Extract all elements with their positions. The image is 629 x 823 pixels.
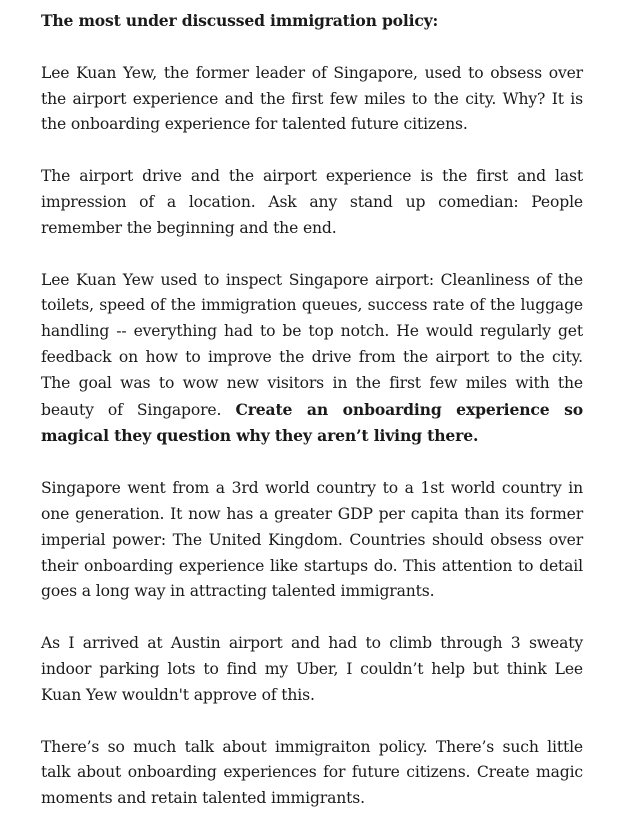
paragraph-3 [41, 268, 583, 451]
paragraph-2: The airport drive and the airport experience is the first and last impression of a location. Ask any stand up comedian: People remember the beginning and the end. [41, 167, 583, 237]
paragraph-3-bold-emphasis: Create an onboarding experience so magical they question why they aren’t living there. [41, 399, 583, 446]
paragraph-4: Singapore went from a 3rd world country to a 1st world country in one generation. It now has a greater GDP per capita than its former imperial power: The United Kingdom. Countries should obsess over their onboarding experience like startups do. This attention to detail goes a long way in attracting talented immigrants. [41, 479, 583, 601]
article-body [41, 8, 583, 812]
paragraph-5: As I arrived at Austin airport and had to climb through 3 sweaty indoor parking lots to find my Uber, I couldn’t help but think Lee Kuan Yew wouldn't approve of this. [41, 634, 583, 704]
article-title: The most under discussed immigration policy: [41, 11, 439, 30]
paragraph-6: There’s so much talk about immigraiton policy. There’s such little talk about onboarding experiences for future citizens. Create magic moments and retain talented immigrants. [41, 737, 583, 808]
paragraph-3-text: Lee Kuan Yew used to inspect Singapore airport: Cleanliness of the toilets, speed of the immigration queues, success rate of the luggage handling -- everything had to be top notch. He would regularly get feedback on how to improve the drive from the airport to the city. The goal was to wow new visitors in the first few miles with the beauty of Singapore. [41, 270, 583, 419]
paragraph-1: Lee Kuan Yew, the former leader of Singapore, used to obsess over the airport experience and the first few miles to the city. Why? It is the onboarding experience for talented future citizens. [41, 63, 583, 134]
